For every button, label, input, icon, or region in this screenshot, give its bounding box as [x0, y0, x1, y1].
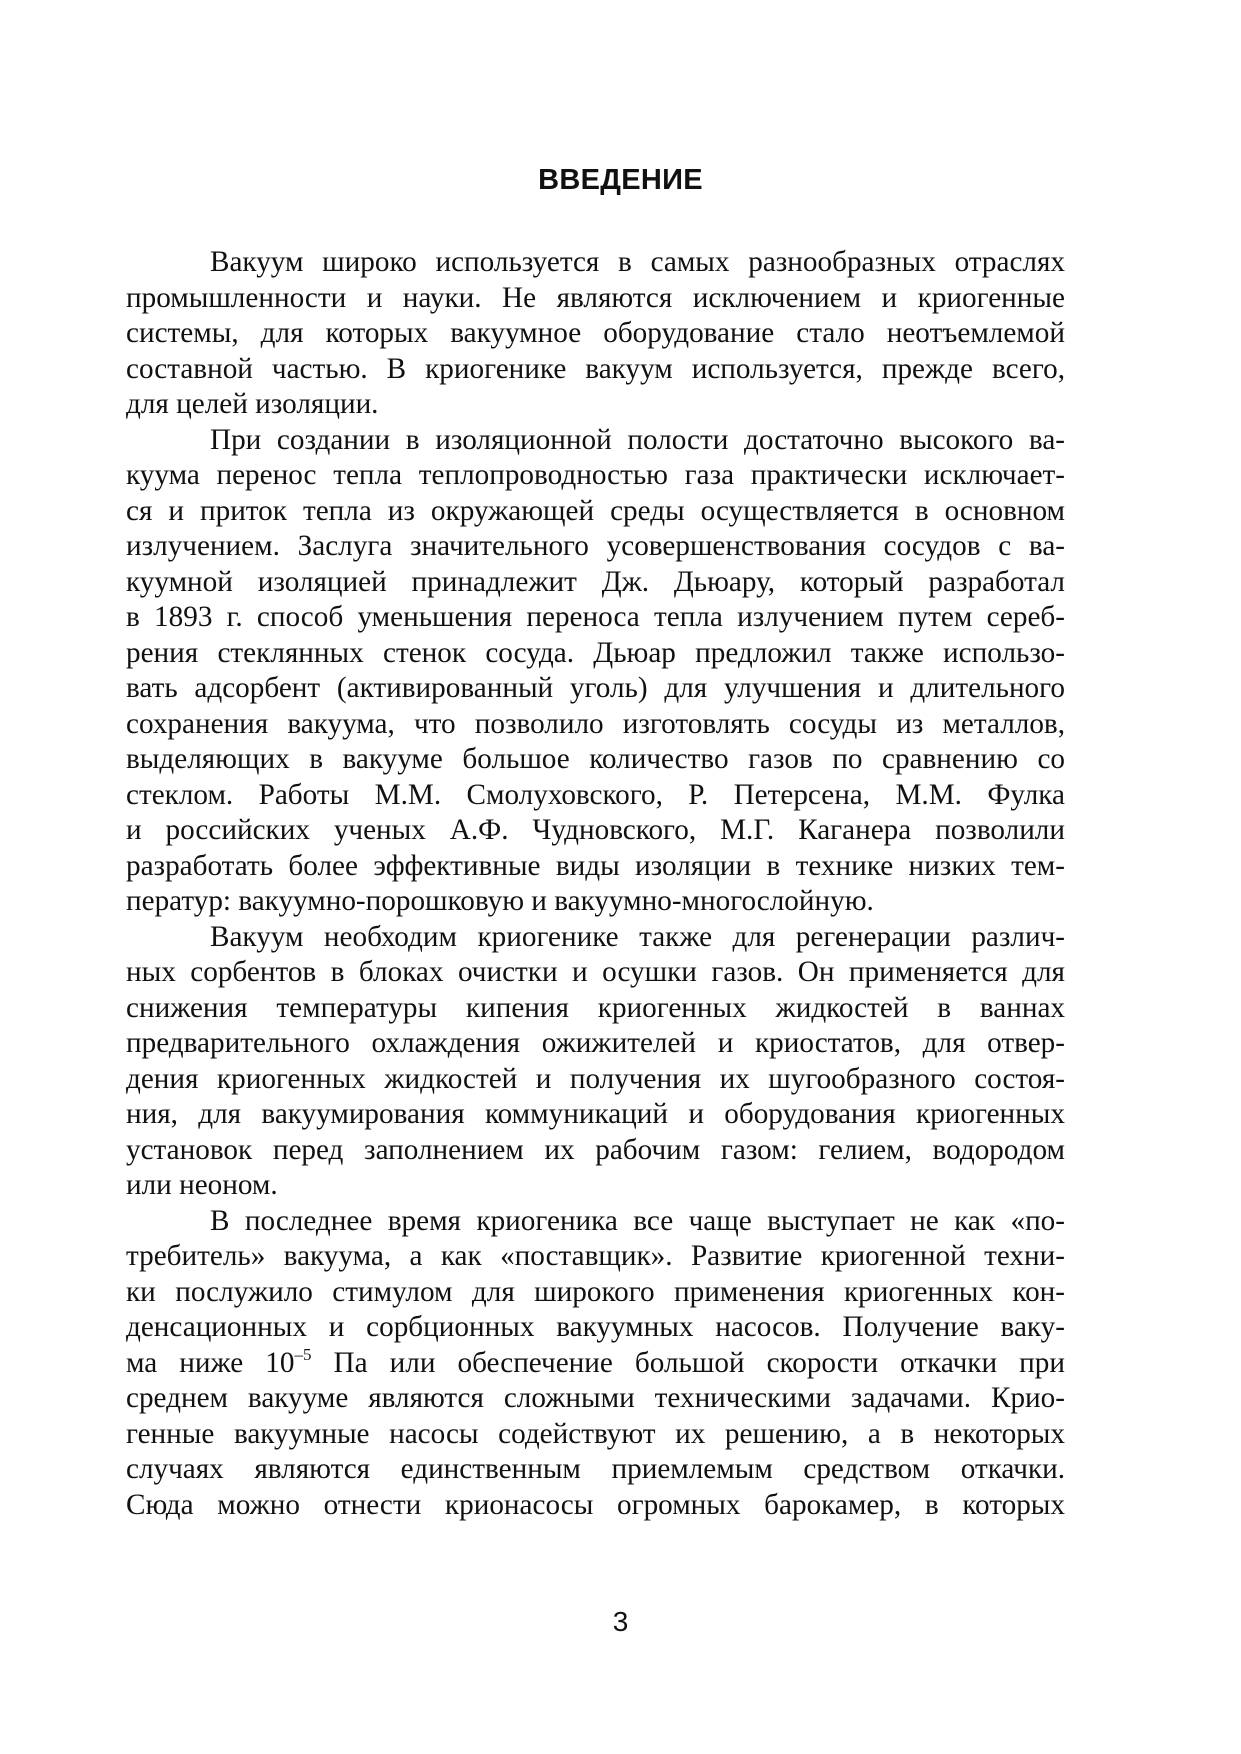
exponent: –5: [294, 1344, 312, 1364]
text-line: предварительного охлаждения ожижителей и криостатов, для отвер-: [126, 1027, 1065, 1059]
text-line: Вакуум необходим криогенике также для регенерации различ-: [210, 920, 1065, 953]
text-line: выделяющих в вакууме большое количество газов по сравнению со: [126, 743, 1065, 775]
text-line: промышленности и науки. Не являются исключением и криогенные: [126, 281, 1065, 314]
text-line: разработать более эффективные виды изоляции в технике низких тем-: [126, 849, 1065, 882]
text-line: генные вакуумные насосы содействуют их решению, а в некоторых: [126, 1417, 1065, 1450]
text-line: Сюда можно отнести крионасосы огромных барокамер, в которых: [126, 1488, 1065, 1521]
text-line: установок перед заполнением их рабочим газом: гелием, водородом: [126, 1133, 1065, 1166]
text-line: сохранения вакуума, что позволило изготовлять сосуды из металлов,: [126, 707, 1065, 740]
text-line: ния, для вакуумирования коммуникаций и оборудования криогенных: [126, 1098, 1065, 1130]
text-line: дения криогенных жидкостей и получения их шугообразного состоя-: [126, 1062, 1065, 1095]
text-line: для целей изоляции.: [126, 388, 379, 420]
text-line: куумной изоляцией принадлежит Дж. Дьюару, который разработал: [126, 565, 1065, 598]
text-line: ных сорбентов в блоках очистки и осушки газов. Он применяется для: [126, 956, 1065, 988]
paragraph: [126, 1204, 1065, 1524]
paragraph: [126, 423, 1065, 920]
text-line: случаях являются единственным приемлемым средством откачки.: [126, 1453, 1065, 1485]
body-text: [126, 245, 1065, 1523]
text-line: вать адсорбент (активированный уголь) для улучшения и длительного: [126, 672, 1065, 704]
page-title: ВВЕДЕНИЕ: [538, 164, 703, 196]
text-line: денсационных и сорбционных вакуумных насосов. Получение ваку-: [126, 1311, 1065, 1343]
text-line: ма ниже $10^{-5}$ Па или обеспечение большой скорости откачки при: [126, 1344, 1065, 1379]
text-line: стеклом. Работы М.М. Смолуховского, Р. Петерсена, М.М. Фулка: [126, 778, 1065, 811]
page-number: 3: [612, 1606, 629, 1637]
text-line: ся и приток тепла из окружающей среды осуществляется в основном: [126, 494, 1065, 527]
text-line: системы, для которых вакуумное оборудование стало неотъемлемой: [126, 317, 1065, 349]
text-line: среднем вакууме являются сложными техническими задачами. Крио-: [126, 1382, 1065, 1414]
text-line: и российских ученых А.Ф. Чудновского, М.Г. Каганера позволили: [126, 814, 1065, 846]
text-line: требитель» вакуума, а как «поставщик». Развитие криогенной техни-: [126, 1240, 1065, 1272]
text-line: Вакуум широко используется в самых разнообразных отраслях: [210, 246, 1065, 278]
text-line: составной частью. В криогенике вакуум используется, прежде всего,: [126, 352, 1065, 385]
text-line: снижения температуры кипения криогенных жидкостей в ваннах: [126, 991, 1065, 1024]
text-line: рения стеклянных стенок сосуда. Дьюар предложил также использо-: [126, 636, 1065, 669]
text-line: в 1893 г. способ уменьшения переноса тепла излучением путем сереб-: [126, 601, 1065, 633]
text-line: При создании в изоляционной полости достаточно высокого ва-: [210, 423, 1065, 456]
text-line: ператур: вакуумно-порошковую и вакуумно-многослойную.: [126, 885, 874, 917]
text-line: В последнее время криогеника все чаще выступает не как «по-: [210, 1204, 1065, 1237]
text-line: ки послужило стимулом для широкого применения криогенных кон-: [126, 1275, 1065, 1308]
text-line: или неоном.: [126, 1169, 278, 1201]
text-line: излучением. Заслуга значительного усовершенствования сосудов с ва-: [126, 530, 1065, 562]
paragraph: [126, 245, 1065, 423]
paragraph: [126, 920, 1065, 1204]
text-line: куума перенос тепла теплопроводностью газа практически исключает-: [126, 459, 1065, 491]
